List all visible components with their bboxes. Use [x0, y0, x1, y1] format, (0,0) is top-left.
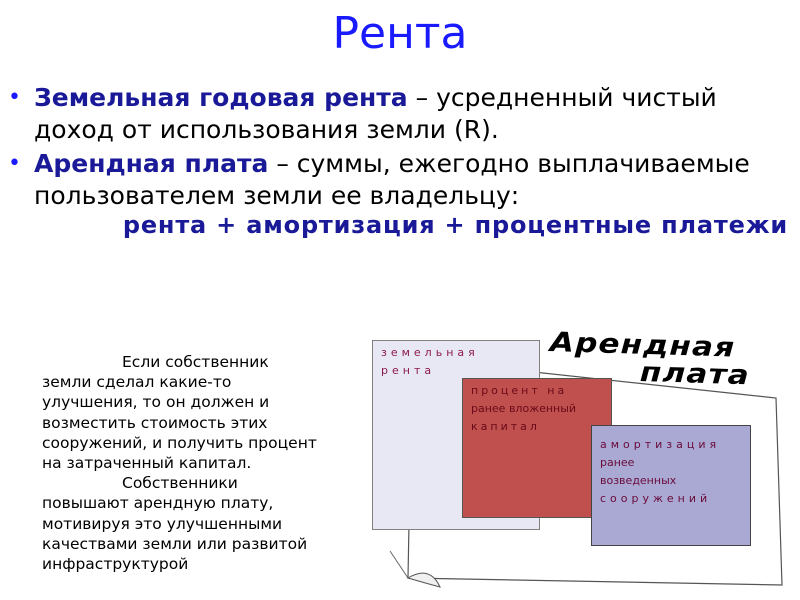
term-lease-payment: Арендная плата	[34, 149, 269, 178]
ground-rent-box-line1: земельная	[381, 346, 479, 359]
definition-ground-rent	[6, 82, 796, 146]
note-paragraph-2: Собственники повышают арендную плату, мотивируя это улучшенными качествами земли или развитой инфраструктурой	[42, 474, 308, 574]
slide-title: Рента	[332, 8, 468, 59]
amortization-box-line4: сооружений	[600, 492, 712, 505]
term-ground-rent: Земельная годовая рента	[34, 83, 408, 112]
interest-box-line2: ранее вложенный	[471, 402, 577, 415]
amortization-box	[591, 425, 751, 546]
definition-lease-payment	[6, 148, 796, 212]
interest-box-line1: процент на	[471, 384, 568, 397]
improvement-note	[42, 352, 322, 574]
interest-box	[462, 378, 612, 518]
amortization-box-line3: возведенных	[600, 474, 677, 487]
bullet-dot-icon: •	[8, 151, 21, 176]
amortization-box-line1: амортизация	[600, 438, 721, 451]
note-paragraph-1: Если собственник земли сделал какие-то улучшения, то он должен и возместить стоимость этих сооружений, и получить процент на затраченный капитал.	[42, 353, 317, 473]
definitions-list	[6, 82, 796, 214]
lease-payment-label-line2: плата	[639, 357, 751, 392]
amortization-box-line2: ранее	[600, 456, 635, 469]
ground-rent-box-line2: рента	[381, 364, 436, 377]
bullet-dot-icon: •	[8, 85, 21, 110]
lease-formula: рента + амортизация + процентные платежи	[122, 211, 788, 239]
lease-composition-diagram	[370, 325, 800, 600]
definition-lease-payment-text: – суммы, ежегодно выплачиваемые пользователем земли ее владельцу:	[34, 149, 750, 210]
interest-box-line3: капитал	[471, 420, 540, 433]
lease-payment-label-line1: Арендная	[549, 327, 736, 364]
definition-ground-rent-text: – усредненный чистый доход от использования земли (R).	[34, 83, 717, 144]
